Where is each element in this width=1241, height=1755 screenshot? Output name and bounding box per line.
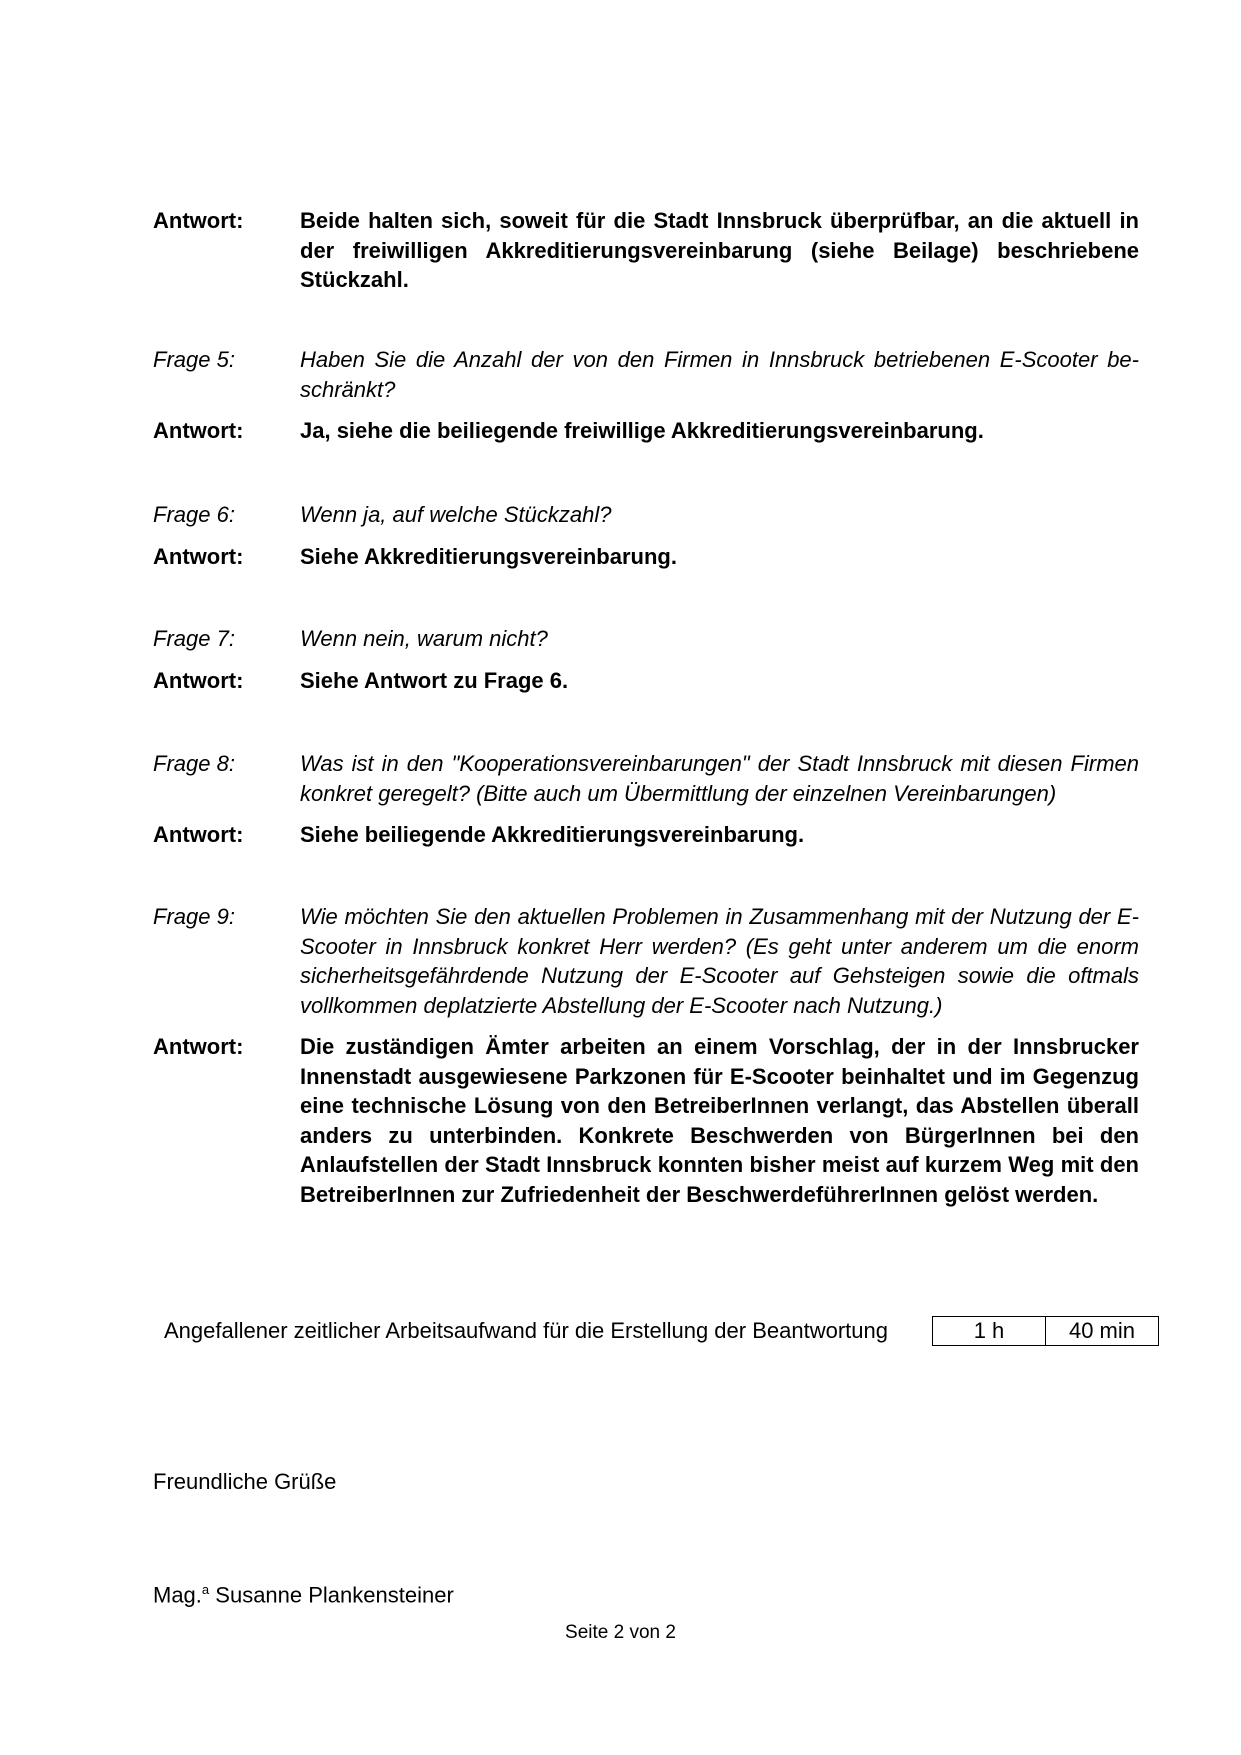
answer-label: Antwort: xyxy=(153,208,244,233)
answer-text: Siehe Akkreditierungsvereinbarung. xyxy=(300,543,677,569)
question-row xyxy=(153,749,1139,808)
qa-item-5 xyxy=(153,345,1139,446)
answer-text: Die zuständigen Ämter arbeiten an einem Vorschlag, der in der Innsbrucker Innenstadt ausgewiesene Parkzonen für E-Scooter beinhaltet und im Gegenzug eine technische Lösung von den BetreiberInnen verlangt, das Abstellen überall anders zu unterbinden. Konkrete Beschwerden von BürgerInnen bei den Anlaufstellen der Stadt Innsbruck konnten bisher meist auf kurzem Weg mit den BetreiberInnen zur Zufriedenheit der BeschwerdeführerInnen gelöst werden. xyxy=(300,1034,1139,1207)
work-effort-minutes: 40 min xyxy=(1045,1317,1158,1345)
answer-text: Beide halten sich, soweit für die Stadt Innsbruck überprüfbar, an die aktuell in der freiwilligen Akkreditierungsvereinbarung (siehe Beilage) beschriebene Stückzahl. xyxy=(300,208,1139,292)
qa-item-8 xyxy=(153,749,1139,850)
answer-row xyxy=(153,542,1139,572)
qa-item-6 xyxy=(153,500,1139,571)
question-text: Wenn ja, auf welche Stückzahl? xyxy=(300,502,612,527)
work-effort-box xyxy=(932,1316,1159,1346)
work-effort-row xyxy=(164,1315,1159,1346)
closing-greeting: Freundliche Grüße xyxy=(153,1469,337,1494)
question-label: Frage 8: xyxy=(153,751,235,776)
answer-label: Antwort: xyxy=(153,667,244,693)
qa-item-7 xyxy=(153,624,1139,695)
answer-row xyxy=(153,1032,1139,1209)
question-row xyxy=(153,345,1139,404)
question-label: Frage 6: xyxy=(153,502,235,527)
signature-name: Susanne Plankensteiner xyxy=(215,1582,454,1608)
answer-text: Ja, siehe die beiliegende freiwillige Akkreditierungsvereinbarung. xyxy=(300,418,984,443)
answer-row xyxy=(153,416,1139,446)
answer-text: Siehe beiliegende Akkreditierungsvereinbarung. xyxy=(300,822,805,847)
question-text: Haben Sie die Anzahl der von den Firmen in Innsbruck betriebenen E-Scooter beschränkt? xyxy=(300,347,1139,402)
qa-item-4-answer xyxy=(153,206,1139,295)
answer-label: Antwort: xyxy=(153,1034,244,1059)
qa-item-9 xyxy=(153,902,1139,1209)
answer-label: Antwort: xyxy=(153,418,244,443)
question-row xyxy=(153,624,1139,654)
question-label: Frage 7: xyxy=(153,626,235,651)
question-text: Wie möchten Sie den aktuellen Problemen in Zusammenhang mit der Nutzung der E-Scooter in Innsbruck konkret Herr werden? (Es geht unter anderem um die enorm sicherheitsgefährdende Nutzung der E-Scooter auf Gehsteigen sowie die oftmals vollkommen deplatzierte Abstellung der E-Scooter nach Nutzung.) xyxy=(300,904,1139,1018)
answer-text: Siehe Antwort zu Frage 6. xyxy=(300,667,569,693)
question-row xyxy=(153,902,1139,1020)
signature-title: Mag. xyxy=(153,1582,202,1608)
answer-row xyxy=(153,820,1139,850)
question-label: Frage 5: xyxy=(153,347,235,372)
signature-title-sup: a xyxy=(201,1582,210,1597)
signature xyxy=(153,1582,454,1608)
page-number: Seite 2 von 2 xyxy=(565,1622,676,1643)
question-row xyxy=(153,500,1139,530)
work-effort-label: Angefallener zeitlicher Arbeitsaufwand für die Erstellung der Beantwortung xyxy=(164,1317,888,1343)
answer-row xyxy=(153,666,1139,696)
question-text: Wenn nein, warum nicht? xyxy=(300,626,548,651)
answer-label: Antwort: xyxy=(153,822,244,847)
answer-row xyxy=(153,206,1139,295)
question-text: Was ist in den "Kooperationsvereinbarungen" der Stadt Innsbruck mit diesen Firmen konkret geregelt? (Bitte auch um Übermittlung der einzelnen Vereinbarungen) xyxy=(300,751,1139,806)
answer-label: Antwort: xyxy=(153,543,244,569)
question-label: Frage 9: xyxy=(153,904,235,929)
work-effort-hours: 1 h xyxy=(973,1317,1005,1343)
